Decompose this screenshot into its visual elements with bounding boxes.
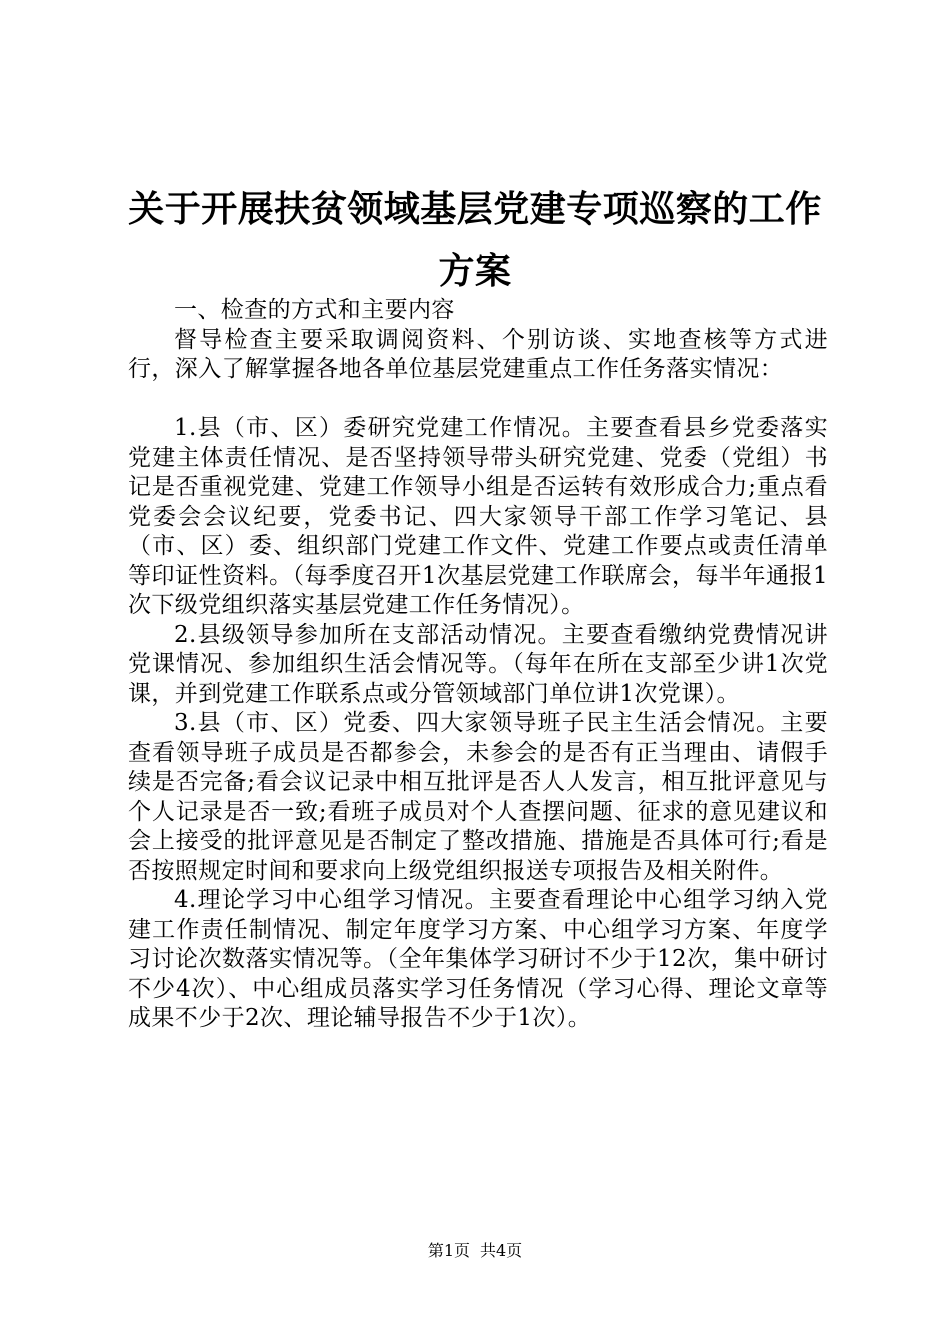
- document-title: 关于开展扶贫领域基层党建专项巡察的工作方案: [128, 188, 822, 292]
- document-body: [128, 296, 828, 1034]
- item-paragraph-1: 1.县（市、区）委研究党建工作情况。主要查看县乡党委落实党建主体责任情况、是否坚持领导带头研究党建、党委（党组）书记是否重视党建、党建工作领导小组是否运转有效形成合力;重点看党委会会议纪要，党委书记、四大家领导干部工作学习笔记、县（市、区）委、组织部门党建工作文件、党建工作要点或责任清单等印证性资料。（每季度召开1次基层党建工作联席会，每半年通报1次下级党组织落实基层党建工作任务情况）。: [128, 415, 828, 618]
- item-paragraph-2: 2.县级领导参加所在支部活动情况。主要查看缴纳党费情况讲党课情况、参加组织生活会情况等。（每年在所在支部至少讲1次党课，并到党建工作联系点或分管领域部门单位讲1次党课）。: [128, 621, 828, 707]
- page-number: 第1页: [427, 1241, 470, 1260]
- intro-paragraph: 督导检查主要采取调阅资料、个别访谈、实地查核等方式进行，深入了解掌握各地各单位基层党建重点工作任务落实情况：: [128, 326, 828, 382]
- page-footer: [0, 1241, 950, 1261]
- item-paragraph-3: 3.县（市、区）党委、四大家领导班子民主生活会情况。主要查看领导班子成员是否都参会，未参会的是否有正当理由、请假手续是否完备;看会议记录中相互批评是否人人发言，相互批评意见与个人记录是否一致;看班子成员对个人查摆问题、征求的意见建议和会上接受的批评意见是否制定了整改措施、措施是否具体可行;看是否按照规定时间和要求向上级党组织报送专项报告及相关附件。: [128, 710, 828, 884]
- section-heading: 一、检查的方式和主要内容: [174, 297, 455, 323]
- page-count: 共4页: [480, 1241, 523, 1260]
- item-paragraph-4: 4.理论学习中心组学习情况。主要查看理论中心组学习纳入党建工作责任制情况、制定年度学习方案、中心组学习方案、年度学习讨论次数落实情况等。（全年集体学习研讨不少于12次，集中研讨不少4次）、中心组成员落实学习任务情况（学习心得、理论文章等成果不少于2次、理论辅导报告不少于1次）。: [128, 887, 828, 1031]
- paragraph-gap: [128, 385, 828, 415]
